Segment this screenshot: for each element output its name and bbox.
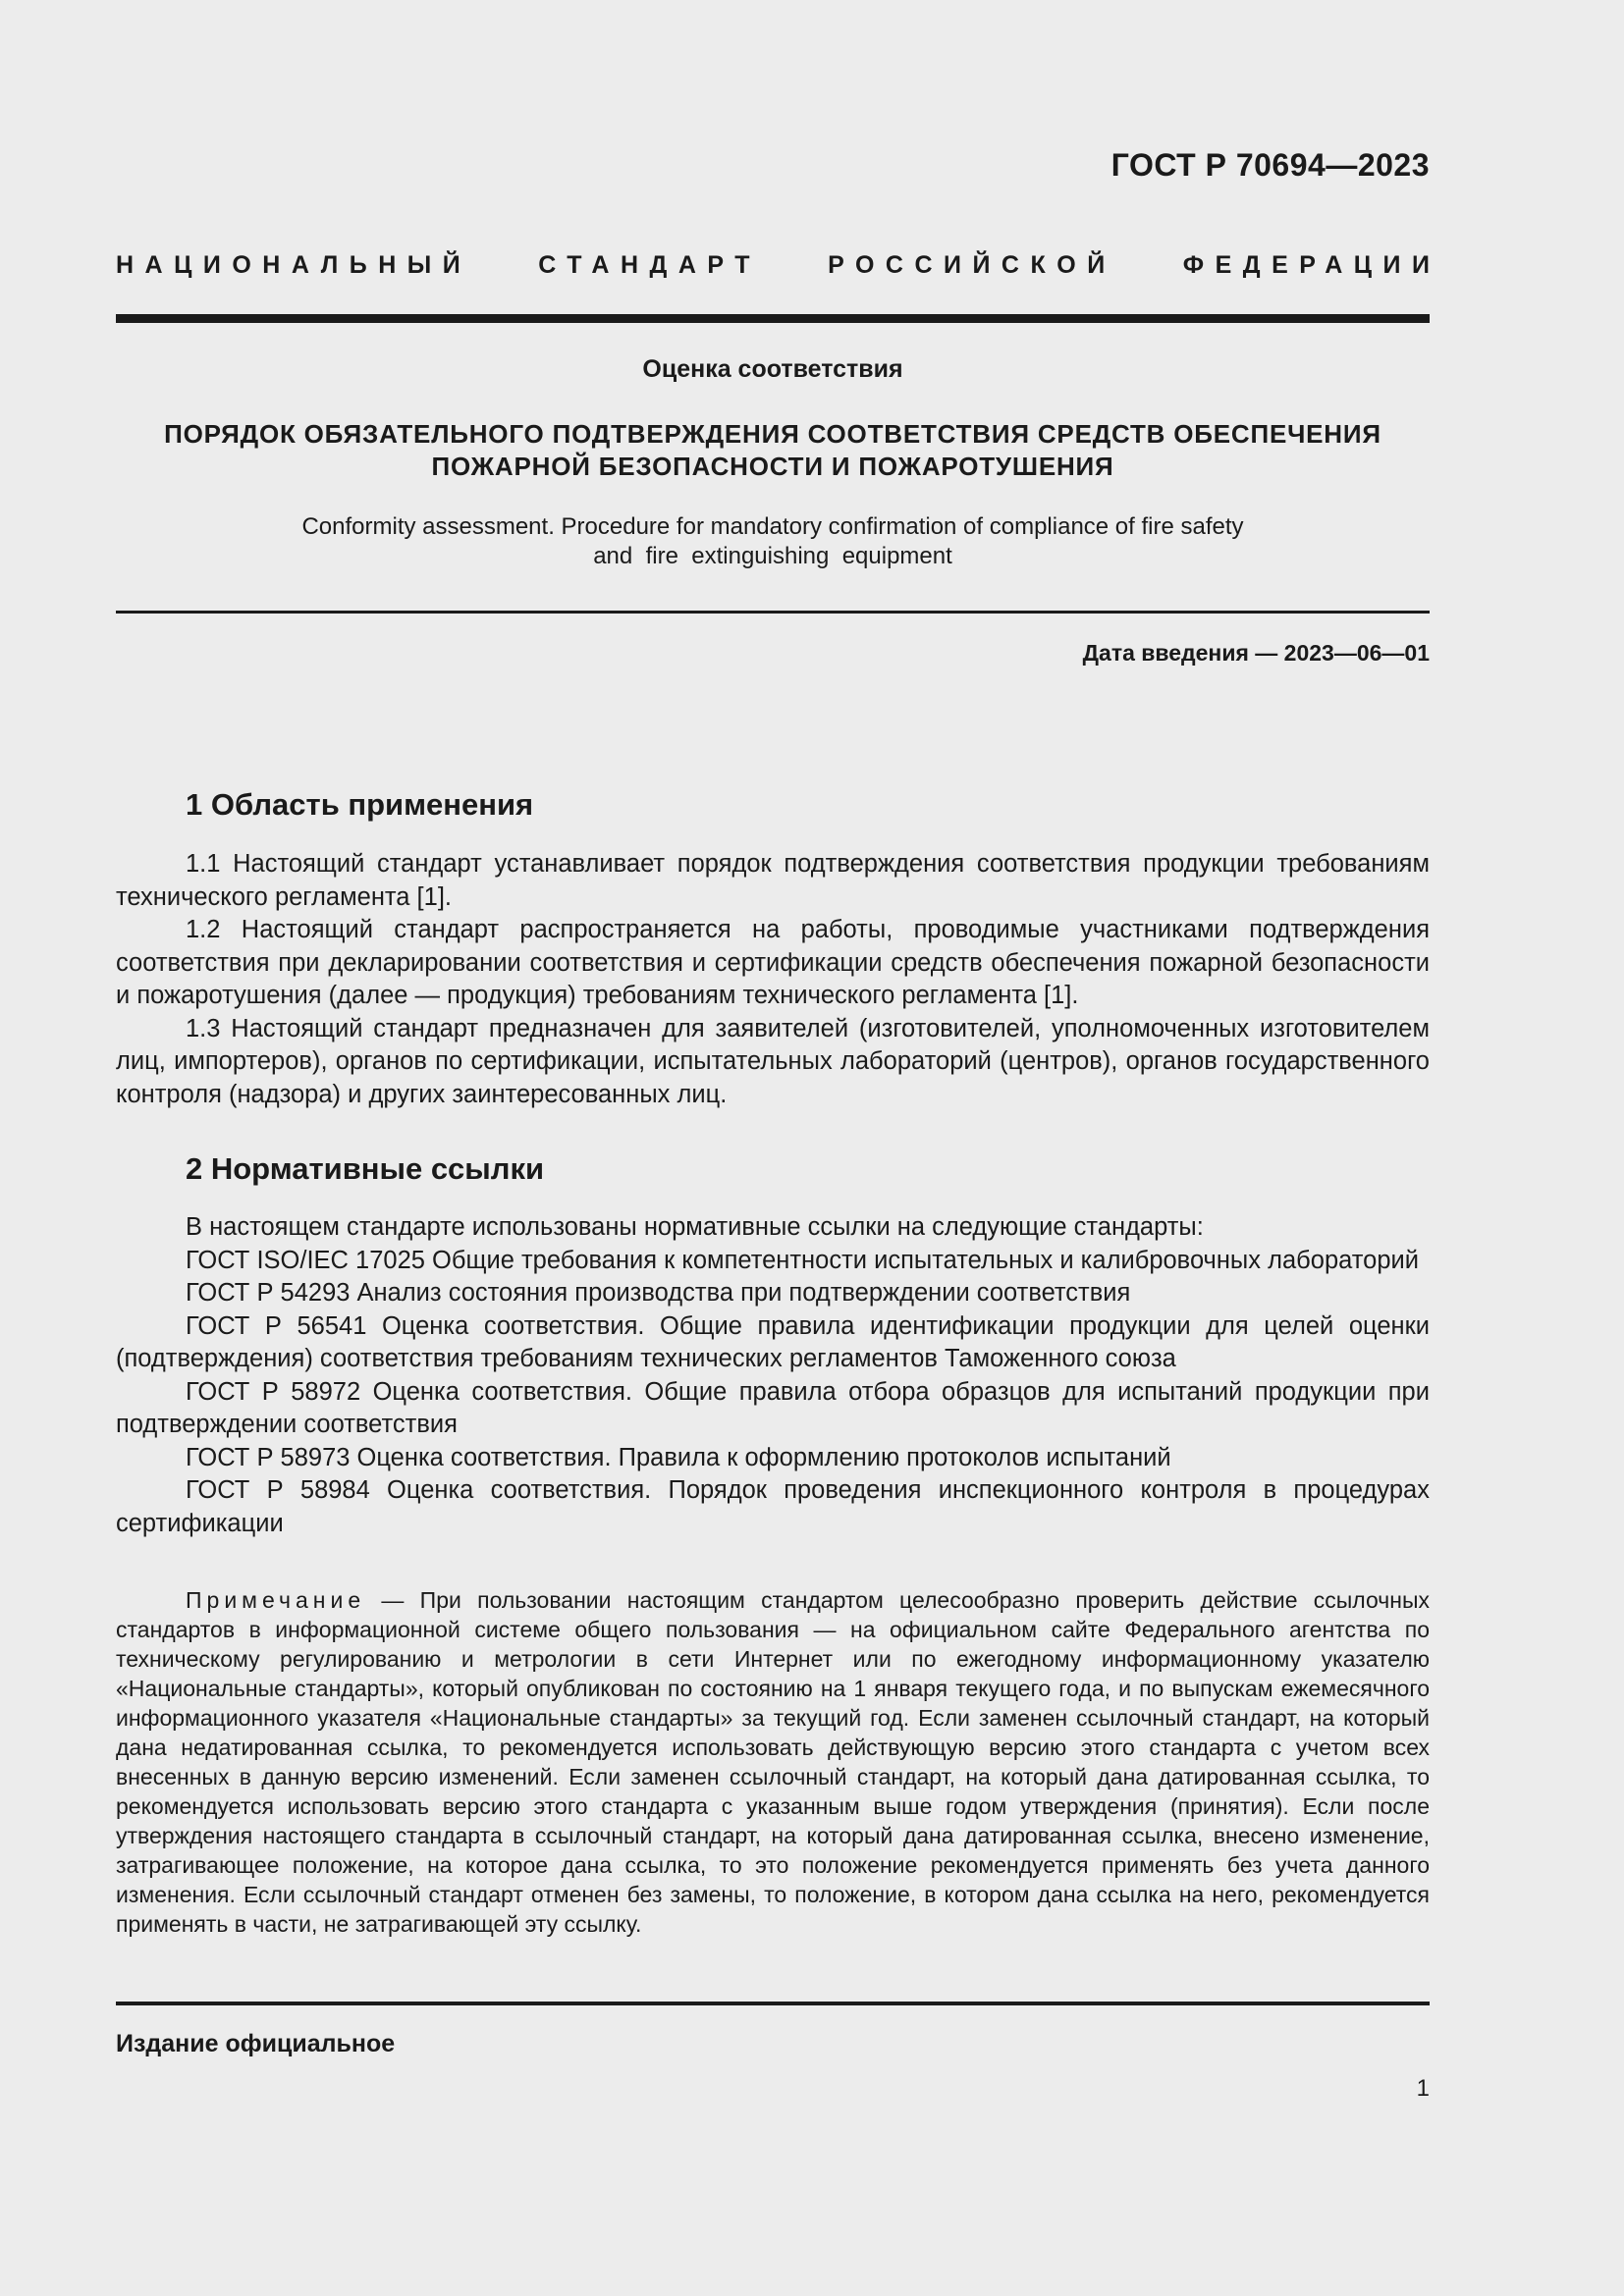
english-title-line: Conformity assessment. Procedure for mandatory confirmation of compliance of fire safety (301, 513, 1244, 540)
english-title (116, 512, 1430, 571)
paragraph-1-3: 1.3 Настоящий стандарт предназначен для заявителей (изготовителей, уполномоченных изготовителем лиц, импортеров), органов по сертификации, испытательных лабораторий (центров), органов государственного контроля (надзора) и других заинтересованных лиц. (116, 1014, 1430, 1108)
header-divider (116, 314, 1430, 323)
note-paragraph (116, 1585, 1430, 1939)
national-standard-title (116, 251, 1441, 280)
introduction-date: Дата введения — 2023—06—01 (1082, 640, 1430, 666)
national-title-word: РОССИЙСКОЙ (828, 251, 1116, 279)
reference-item: ГОСТ Р 54293 Анализ состояния производства при подтверждении соответствия (186, 1279, 1131, 1307)
english-title-line: and fire extinguishing equipment (593, 543, 952, 569)
section-2-heading: 2 Нормативные ссылки (186, 1151, 545, 1186)
section-1-heading: 1 Область применения (186, 787, 534, 822)
section-1-body (116, 848, 1430, 1111)
title-line: ПОЖАРНОЙ БЕЗОПАСНОСТИ И ПОЖАРОТУШЕНИЯ (431, 452, 1114, 481)
title-line: ПОРЯДОК ОБЯЗАТЕЛЬНОГО ПОДТВЕРЖДЕНИЯ СООТВЕТСТВИЯ СРЕДСТВ ОБЕСПЕЧЕНИЯ (164, 419, 1381, 449)
reference-item: ГОСТ Р 56541 Оценка соответствия. Общие правила идентификации продукции для целей оценки (подтверждения) соответствия требованиям технических регламентов Таможенного союза (116, 1311, 1430, 1372)
page-number: 1 (1416, 2075, 1430, 2102)
national-title-word: СТАНДАРТ (538, 251, 762, 279)
national-title-word: НАЦИОНАЛЬНЫЙ (116, 251, 472, 279)
note-label: Примечание (186, 1587, 366, 1613)
national-title-word: ФЕДЕРАЦИИ (1182, 251, 1441, 279)
reference-item: ГОСТ Р 58972 Оценка соответствия. Общие правила отбора образцов для испытаний продукции при подтверждении соответствия (116, 1377, 1430, 1438)
document-number: ГОСТ Р 70694—2023 (1110, 147, 1430, 183)
document-subject: Оценка соответствия (642, 355, 903, 383)
reference-item: ГОСТ ISO/IEC 17025 Общие требования к компетентности испытательных и калибровочных лабораторий (186, 1246, 1419, 1274)
reference-item: ГОСТ Р 58973 Оценка соответствия. Правила к оформлению протоколов испытаний (186, 1443, 1171, 1471)
reference-item: ГОСТ Р 58984 Оценка соответствия. Порядок проведения инспекционного контроля в процедурах сертификации (116, 1476, 1430, 1537)
paragraph-1-2: 1.2 Настоящий стандарт распространяется на работы, проводимые участниками подтверждения соответствия при декларировании соответствия и сертификации средств обеспечения пожарной безопасности и пожаротушения (далее — продукция) требованиям технического регламента [1]. (116, 916, 1430, 1009)
references-intro: В настоящем стандарте использованы нормативные ссылки на следующие стандарты: (186, 1213, 1204, 1241)
footer-divider (116, 2002, 1430, 2005)
document-title (116, 418, 1430, 483)
paragraph-1-1: 1.1 Настоящий стандарт устанавливает порядок подтверждения соответствия продукции требованиям технического регламента [1]. (116, 850, 1430, 911)
note-text: — При пользовании настоящим стандартом целесообразно проверить действие ссылочных стандартов в информационной системе общего пользования — на официальном сайте Федерального агентства по техническому регулированию и метрологии в сети Интернет или по ежегодному информационному указателю «Национальные стандарты», который опубликован по состоянию на 1 января текущего года, и по выпускам ежемесячного информационного указателя «Национальные стандарты» за текущий год. Если заменен ссылочный стандарт, на который дана недатированная ссылка, то рекомендуется использовать действующую версию этого стандарта с учетом всех внесенных в данную версию изменений. Если заменен ссылочный стандарт, на который дана датированная ссылка, то рекомендуется использовать версию этого стандарта с указанным выше годом утверждения (принятия). Если после утверждения настоящего стандарта в ссылочный стандарт, на который дана датированная ссылка, внесено изменение, затрагивающее положение, на которое дана ссылка, то это положение рекомендуется применять без учета данного изменения. Если ссылочный стандарт отменен без замены, то положение, в котором дана ссылка на него, рекомендуется применять в части, не затрагивающей эту ссылку. (116, 1587, 1430, 1937)
title-divider (116, 611, 1430, 614)
official-edition-label: Издание официальное (116, 2030, 396, 2057)
section-2-body (116, 1211, 1430, 1540)
